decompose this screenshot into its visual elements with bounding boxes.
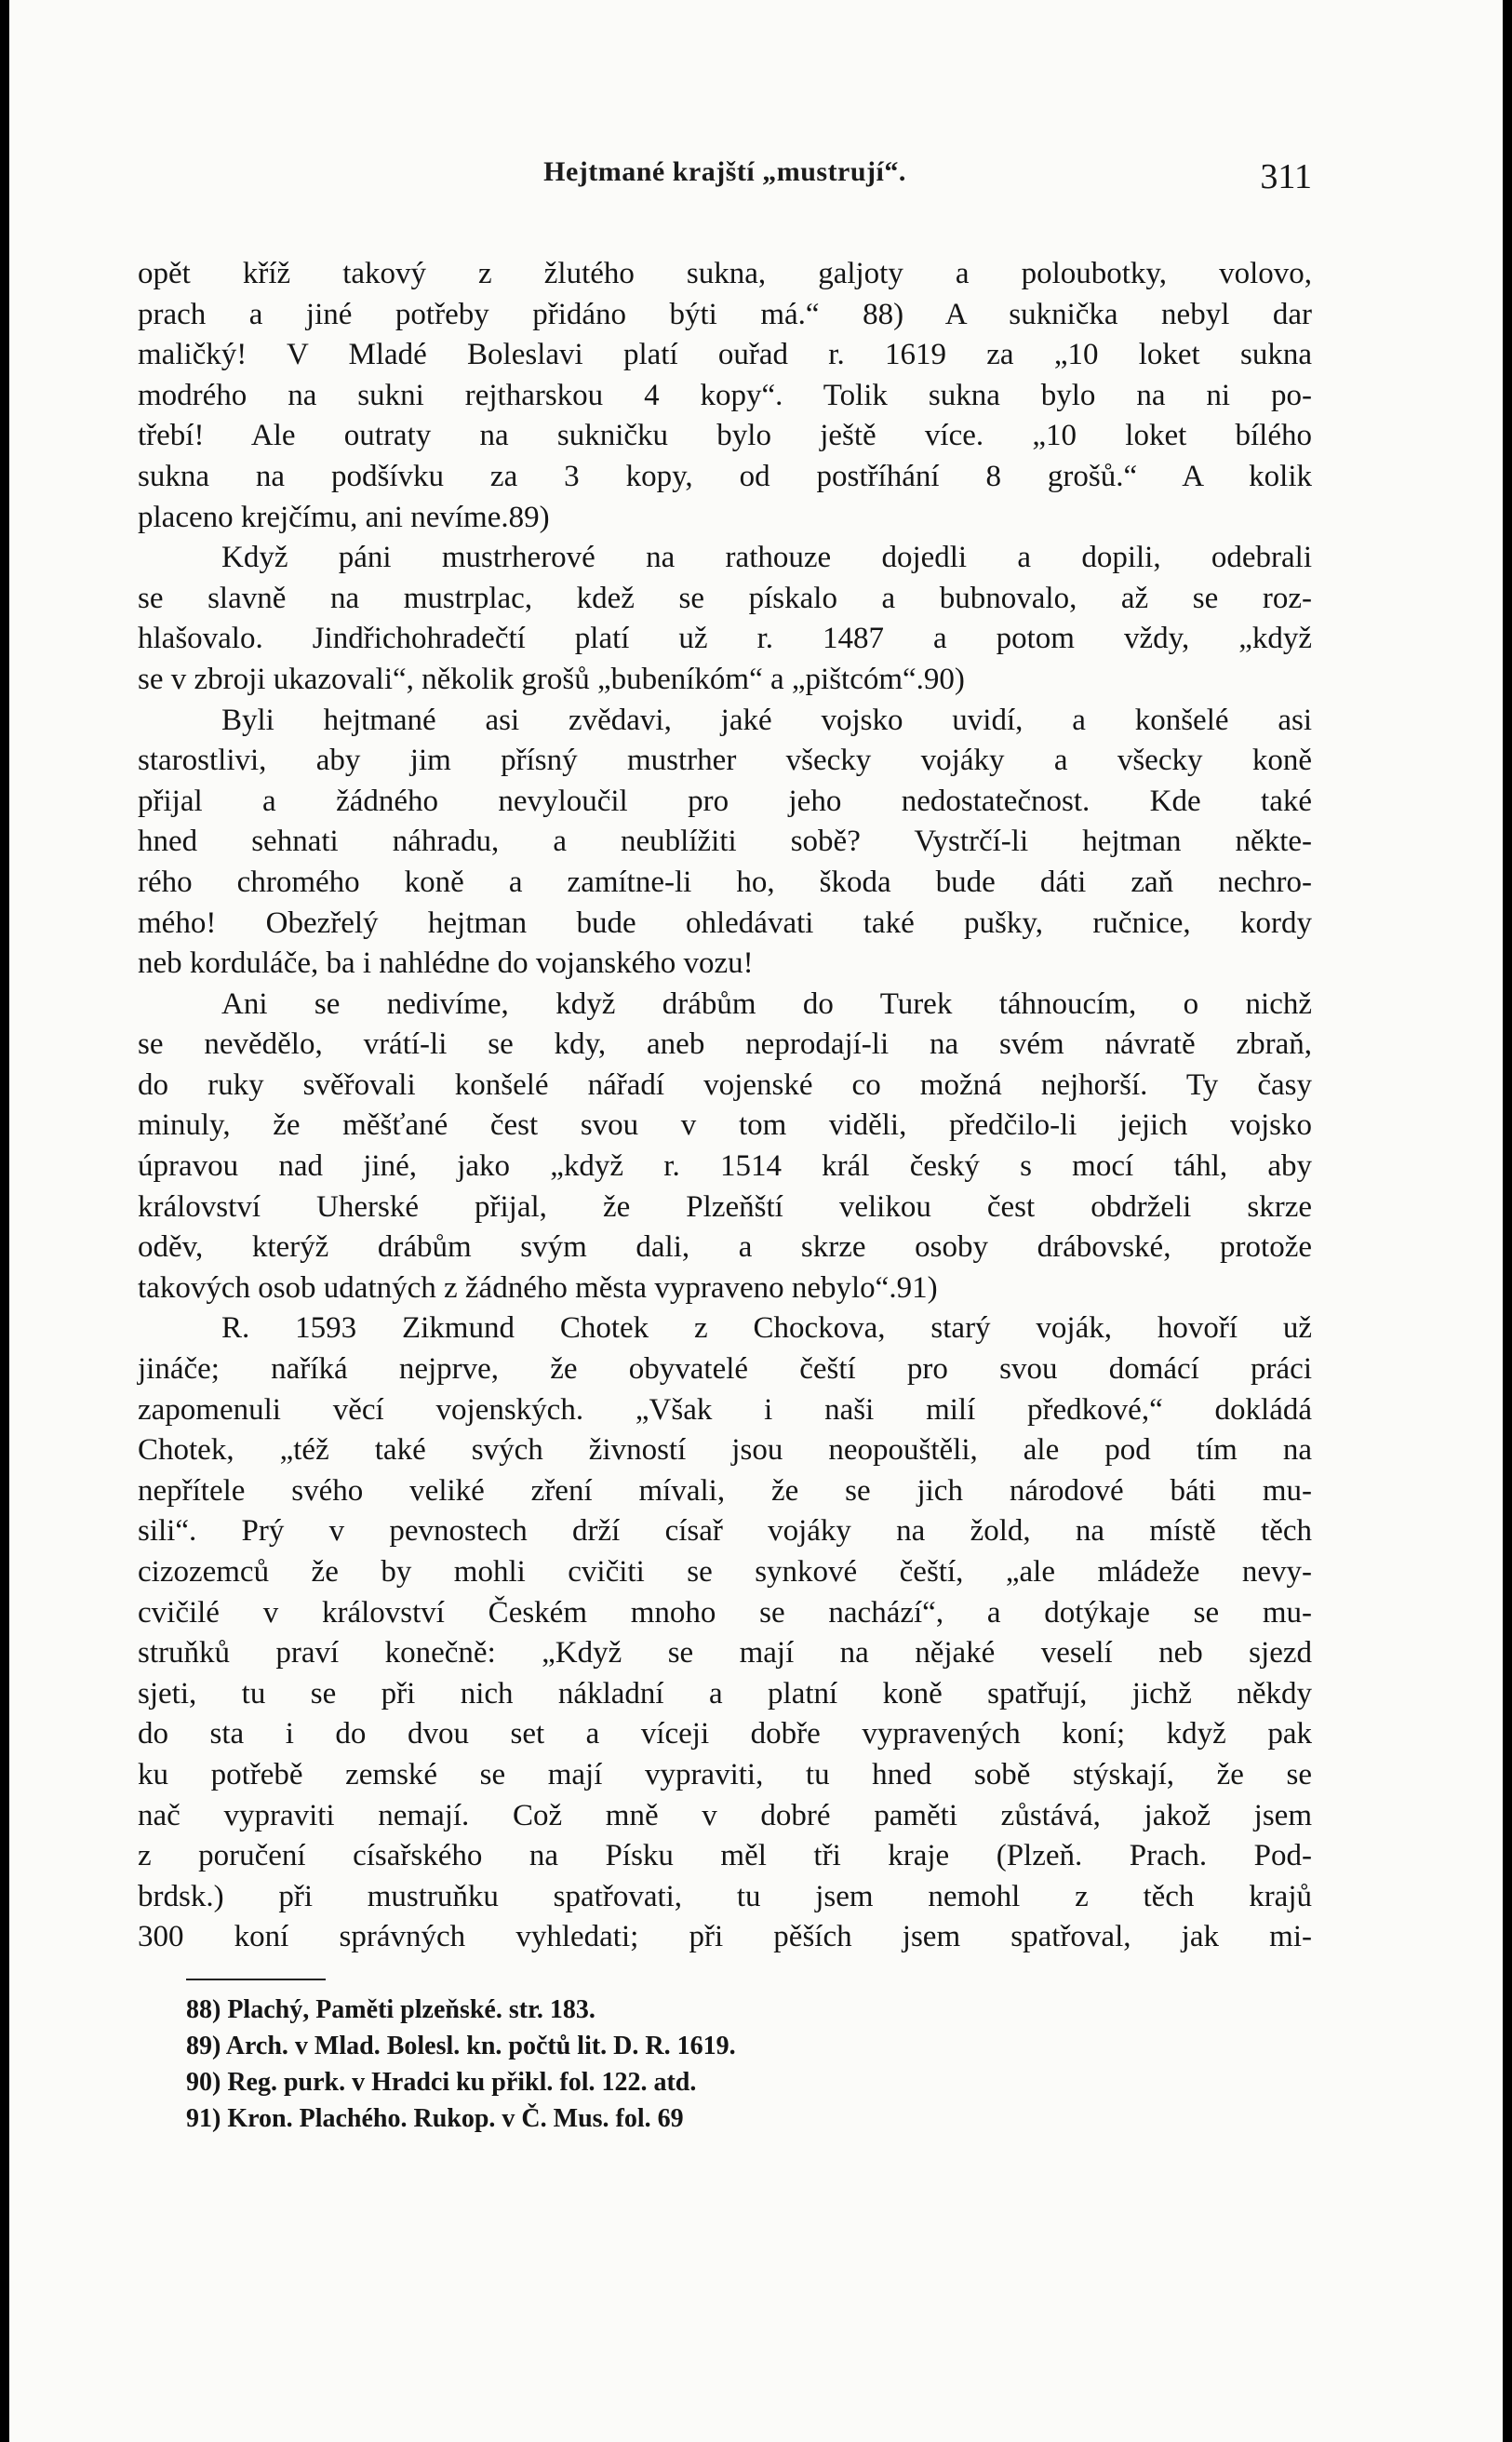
paragraph-start-line: Byli hejtmané asi zvědavi, jaké vojsko uvidí, a konšelé asi [221,703,1312,737]
footnote: 90) Reg. purk. v Hradci ku přikl. fol. 122. atd. [186,2068,697,2097]
text-line: do ruky svěřovali konšelé nářadí vojenské co možná nejhorší. Ty časy [138,1067,1312,1102]
paragraph-start-line: Když páni mustrherové na rathouze dojedli a dopili, odebrali [221,541,1312,575]
text-line: hlašovalo. Jindřichohradečtí platí už r. 1487 a potom vždy, „když [138,622,1312,656]
text-line: nač vypraviti nemají. Což mně v dobré paměti zůstává, jakož jsem [138,1798,1312,1832]
text-line: placeno krejčímu, ani nevíme.89) [138,500,550,534]
footnote: 88) Plachý, Paměti plzeňské. str. 183. [186,1995,595,2024]
text-line: cizozemců že by mohli cvičiti se synkové čeští, „ale mládeže nevy- [138,1555,1312,1589]
page-number: 311 [1260,157,1312,196]
text-line: modrého na sukni rejtharskou 4 kopy“. Tolik sukna bylo na ni po- [138,378,1312,412]
text-line: takových osob udatných z žádného města vypraveno nebylo“.91) [138,1270,938,1305]
text-line: se v zbroji ukazovali“, několik grošů „bubeníkóm“ a „pištcóm“.90) [138,662,965,696]
text-line: třebí! Ale outraty na sukničku bylo ještě více. „10 loket bílého [138,419,1312,453]
text-line: nepřítele svého veliké zření mívali, že se jich národové báti mu- [138,1473,1312,1508]
text-line: sjeti, tu se při nich nákladní a platní koně spatřují, jichž někdy [138,1676,1312,1711]
footnote: 91) Kron. Plachého. Rukop. v Č. Mus. fol. 69 [186,2104,684,2133]
text-line: sukna na podšívku za 3 kopy, od postříhání 8 grošů.“ A kolik [138,459,1312,493]
text-line: království Uherské přijal, že Plzeňští velikou čest obdrželi skrze [138,1189,1312,1224]
footnotes [186,1992,1210,2137]
text-line: se slavně na mustrplac, kdež se pískalo a bubnovalo, až se roz- [138,581,1312,615]
text-line: minuly, že měšťané čest svou v tom viděli, předčilo-li jejich vojsko [138,1108,1312,1143]
text-line: neb korduláče, ba i nahlédne do vojanského vozu! [138,946,754,981]
text-line: struňků praví konečně: „Když se mají na nějaké veselí neb sjezd [138,1636,1312,1670]
body-text [138,254,1312,1958]
text-line: oděv, kterýž drábům svým dali, a skrze osoby drábovské, protože [138,1230,1312,1265]
text-line: cvičilé v království Českém mnoho se nachází“, a dotýkaje se mu- [138,1595,1312,1630]
running-title: Hejtmané krajští „mustrují“. [543,156,906,187]
page-header [138,149,1312,205]
text-line: úpravou nad jiné, jako „když r. 1514 král český s mocí táhl, aby [138,1149,1312,1184]
text-line: 300 koní správných vyhledati; při pěších jsem spatřoval, jak mi- [138,1920,1312,1954]
footnote: 89) Arch. v Mlad. Bolesl. kn. počtů lit. D. R. 1619. [186,2032,736,2060]
text-line: maličký! V Mladé Boleslavi platí ouřad r. 1619 za „10 loket sukna [138,338,1312,372]
text-line: se nevědělo, vrátí-li se kdy, aneb neprodají-li na svém návratě zbraň, [138,1027,1312,1062]
text-line: přijal a žádného nevyloučil pro jeho nedostatečnost. Kde také [138,784,1312,818]
text-line: sili“. Prý v pevnostech drží císař vojáky na žold, na místě těch [138,1514,1312,1549]
paragraph-start-line: Ani se nedivíme, když drábům do Turek táhnoucím, o nichž [221,986,1312,1021]
text-line: jináče; naříká nejprve, že obyvatelé čeští pro svou domácí práci [138,1352,1312,1387]
text-line: opět kříž takový z žlutého sukna, galjoty a poloubotky, volovo, [138,257,1312,290]
footnote-separator [186,1979,326,1980]
text-line: Chotek, „též také svých živností jsou neopouštěli, ale pod tím na [138,1433,1312,1468]
text-line: starostlivi, aby jim přísný mustrher všecky vojáky a všecky koně [138,744,1312,778]
text-line: z poručení císařského na Písku měl tři kraje (Plzeň. Prach. Pod- [138,1839,1312,1873]
text-line: hned sehnati náhradu, a neublížiti sobě? Vystrčí-li hejtman někte- [138,825,1312,859]
text-line: mého! Obezřelý hejtman bude ohledávati také pušky, ručnice, kordy [138,906,1312,940]
text-line: ku potřebě zemské se mají vypraviti, tu hned sobě stýskají, že se [138,1757,1312,1791]
paragraph-start-line: R. 1593 Zikmund Chotek z Chockova, starý voják, hovoří už [221,1311,1312,1346]
text-line: zapomenuli věcí vojenských. „Však i naši milí předkové,“ dokládá [138,1392,1312,1427]
text-line: rého chromého koně a zamítne-li ho, škoda bude dáti zaň nechro- [138,865,1312,899]
text-line: do sta i do dvou set a víceji dobře vypravených koní; když pak [138,1717,1312,1751]
text-line: brdsk.) při mustruňku spatřovati, tu jsem nemohl z těch krajů [138,1879,1312,1913]
book-page [9,0,1503,2442]
text-line: prach a jiné potřeby přidáno býti má.“ 88) A suknička nebyl dar [138,297,1312,331]
